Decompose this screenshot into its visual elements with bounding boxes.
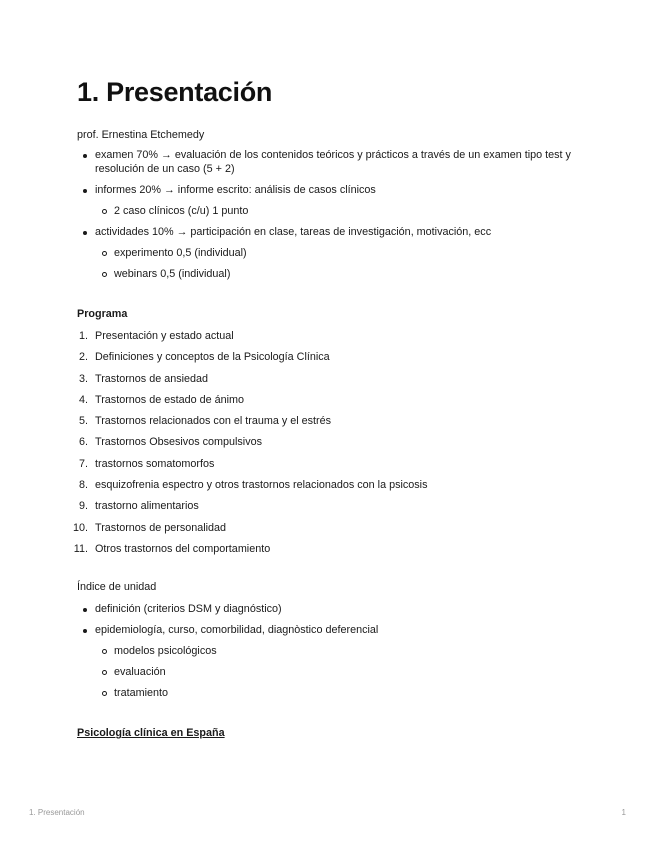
list-item [77,350,597,364]
item-number: 5. [78,415,88,428]
item-number: 3. [78,372,88,385]
item-text: Presentación y estado actual [95,330,234,342]
item-number: 6. [78,436,88,449]
indice-subitem: evaluación [77,665,597,679]
indice-subitem: modelos psicológicos [77,644,597,658]
grading-subitem: experimento 0,5 (individual) [77,246,597,260]
grading-item-activities: actividades 10% → participación en clase, tareas de investigación, motivación, ecc [77,225,597,239]
item-text: Definiciones y conceptos de la Psicología Clínica [95,351,330,364]
item-number: 8. [78,479,88,492]
list-item [77,457,597,471]
item-text: Trastornos de personalidad [95,521,227,534]
indice-item: epidemiología, curso, comorbilidad, diagnòstico deferencial [77,623,597,637]
item-number: 1. [78,330,88,342]
list-item [77,478,597,492]
grading-item-reports: informes 20% → informe escrito: análisis de casos clínicos [77,183,597,197]
item-number: 7. [78,457,88,470]
spacer [77,707,597,726]
list-item [77,499,597,513]
indice-list [77,602,597,700]
indice-item: definición (criterios DSM y diagnóstico) [77,602,597,616]
list-item [73,542,597,556]
section-link-psicologia-clinica[interactable]: Psicología clínica en España [77,727,225,740]
item-text: trastorno alimentarios [95,500,199,513]
footer-page-number: 1 [621,808,626,817]
page-title: 1. Presentación [77,77,273,107]
item-number: 9. [78,500,88,513]
item-text: Trastornos Obsesivos compulsivos [95,436,263,449]
item-number: 2. [78,351,88,364]
list-item [77,414,597,428]
list-item [77,372,597,386]
item-number: 4. [78,393,88,406]
list-item [77,329,597,343]
item-number: 10. [72,521,88,534]
item-text: Trastornos de ansiedad [95,372,209,385]
document-body [72,72,597,740]
grading-subitem: webinars 0,5 (individual) [77,267,597,281]
grading-list [77,148,597,281]
spacer [77,288,597,307]
item-text: Otros trastornos del comportamiento [95,542,271,555]
item-text: Trastornos de estado de ánimo [95,393,245,406]
professor-line: prof. Ernestina Etchemedy [77,129,205,141]
grading-subitem: 2 caso clínicos (c/u) 1 punto [77,204,597,218]
programa-list [72,329,597,556]
spacer [77,563,597,580]
indice-heading: Índice de unidad [77,581,157,594]
item-text: esquizofrenia espectro y otros trastornos relacionados con la psicosis [95,479,428,492]
item-text: trastornos somatomorfos [95,457,215,470]
grading-item-exam: examen 70% → evaluación de los contenidos teóricos y prácticos a través de un examen tipo test y resolución de un caso (5 + 2) [77,148,597,176]
item-text: Trastornos relacionados con el trauma y el estrés [95,415,332,428]
list-item [72,521,597,535]
programa-heading: Programa [77,308,128,320]
indice-subitem: tratamiento [77,686,597,700]
list-item [77,393,597,407]
item-number: 11. [73,542,88,555]
list-item [77,435,597,449]
footer-section-title: 1. Presentación [29,808,85,817]
